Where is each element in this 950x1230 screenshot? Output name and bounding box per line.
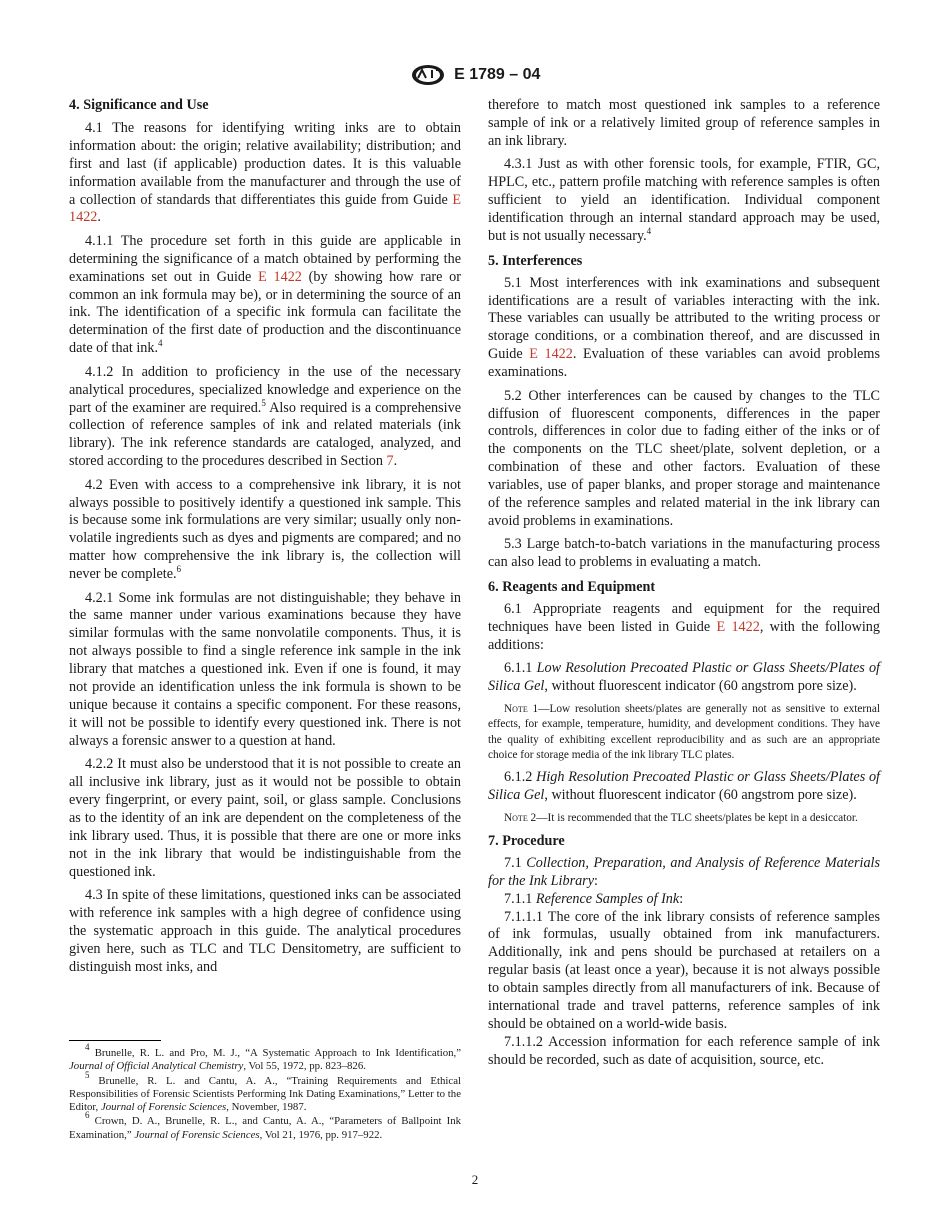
paragraph-4-2-2: 4.2.2 It must also be understood that it is not possible to create an all inclusive ink library, just as it would not be possible to obtain every fingerprint, or every paint, soil, or glass sample. Conclusions as to the identity of an ink are dependent on the completeness of the ink library used. Thus, it is possible that there are one or more inks not in the ink library that would be indistinguishable from the questioned ink. <box>69 756 461 880</box>
section-6-heading: 6. Reagents and Equipment <box>488 579 656 596</box>
page-header <box>0 64 950 86</box>
reference-link-e1422[interactable]: E 1422 <box>529 346 573 363</box>
note-1: Note 1—Low resolution sheets/plates are generally not as sensitive to external effects, for example, temperature, humidity, and development conditions. They have the quality of exhibiting excellent reproducibility and as such are an appropriate choice for storage media of the ink library TLC plates. <box>488 703 880 761</box>
paragraph-7-1-1-2: 7.1.1.2 Accession information for each reference sample of ink should be recorded, such as date of acquisition, source, etc. <box>488 1033 880 1068</box>
paragraph-7-1-1-1: 7.1.1.1 The core of the ink library consists of reference samples of ink formulas, usually obtained from ink manufacturers. Additionally, ink and pens should be purchased at retailers on a regular basis (at least once a year), because it is not always possible to obtain samples directly from all manufacturers of ink. Because of international trade and travel patterns, reference samples of ink should be obtained on a world-wide basis. <box>488 908 880 1032</box>
footnotes <box>69 1040 461 1142</box>
footnote-ref: 6 <box>176 564 182 575</box>
paragraph-6-1-2: 6.1.2 High Resolution Precoated Plastic or Glass Sheets/Plates of Silica Gel, without fluorescent indicator (60 angstrom pore size). <box>488 768 880 803</box>
paragraph-4-2: 4.2 Even with access to a comprehensive ink library, it is not always possible to positively identify a questioned ink sample. This is because some ink formulations are very similar; usually only non-volatile ingredients such as dyes and pigments are compared; and no matter how comprehensive the ink library is, the collection will never be complete.$^6$ <box>69 476 461 583</box>
reference-link-e1422[interactable]: E 1422 <box>258 268 302 285</box>
astm-logo-icon <box>410 64 446 86</box>
paragraph-6-1: 6.1 Appropriate reagents and equipment for the required techniques have been listed in Guide E 1422, with the following additions: <box>488 601 880 653</box>
right-column <box>488 97 880 1070</box>
left-column <box>69 97 461 977</box>
paragraph-7-1: 7.1 Collection, Preparation, and Analysis of Reference Materials for the Ink Library: <box>488 854 881 889</box>
page-number: 2 <box>471 1172 479 1187</box>
paragraph-4-1-1: 4.1.1 The procedure set forth in this guide are applicable in determining the significance of a match obtained by performing the examinations set out in Guide E 1422 (by showing how rare or common an ink formula may be), or in determining the source of an ink. The identification of a specific ink formula can facilitate the determination of the first date of production and the discontinuance date of that ink.$^4$ <box>69 232 462 357</box>
reference-link-section-7[interactable]: 7 <box>386 453 394 470</box>
paragraph-6-1-1: 6.1.1 Low Resolution Precoated Plastic or Glass Sheets/Plates of Silica Gel, without fluorescent indicator (60 angstrom pore size). <box>488 660 881 695</box>
paragraph-4-3-1: 4.3.1 Just as with other forensic tools, for example, FTIR, GC, HPLC, etc., pattern profile matching with reference samples is often sufficient to yield an identification. Individual component identification through an internal standard approach may be used, but is not usually necessary.$^4$ <box>488 156 880 244</box>
paragraph-4-1: 4.1 The reasons for identifying writing inks are to obtain information about: the origin; relative availability; distribution; and first and last (if applicable) production dates. It is this valuable information available from the manufacturer and through the use of a collection of standards that differentiates this guide from Guide E 1422. <box>69 119 461 226</box>
footnote-ref: 4 <box>158 338 163 349</box>
paragraph-5-3: 5.3 Large batch-to-batch variations in the manufacturing process can also lead to problems in evaluating a match. <box>488 536 880 571</box>
paragraph-5-1: 5.1 Most interferences with ink examinations and subsequent identifications are a result of variables interacting with the ink. These variables can usually be attributed to the writing process or storage conditions, or a combination thereof, and are discussed in Guide E 1422. Evaluation of these variables can avoid problems examinations. <box>488 274 880 381</box>
footnote-ref: 4 <box>646 225 652 236</box>
reference-link-e1422[interactable]: E 1422 <box>716 618 760 635</box>
paragraph-4-3-continued: therefore to match most questioned ink samples to a reference sample of ink or a relatively limited group of reference samples in an ink library. <box>488 97 880 149</box>
footnote-ref: 5 <box>261 397 266 408</box>
section-5-heading: 5. Interferences <box>488 252 583 269</box>
reference-link-e1422[interactable]: E 1422 <box>69 191 461 226</box>
note-2: Note 2—It is recommended that the TLC sheets/plates be kept in a desiccator. <box>504 811 858 824</box>
paragraph-4-3: 4.3 In spite of these limitations, questioned inks can be associated with reference ink samples with a high degree of confidence using the systematic approach in this guide. The analytical procedures given here, such as TLC and TLC Densitometry, are sufficient to distinguish most inks, and <box>69 887 461 975</box>
footnote-divider <box>69 1040 161 1041</box>
paragraph-4-2-1: 4.2.1 Some ink formulas are not distinguishable; they behave in the same manner under various examinations because they have similar formulas with the same nonvolatile components. Thus, it is not always possible to find a single reference ink sample in the ink library that matches a questioned ink. Even if one is found, it may not provide an identification unless the ink formula is shown to be unique because it contains a specific component. For these reasons, it will not be possible to identify every questioned ink. There is not always a forensic answer to a question at hand. <box>69 589 461 749</box>
footnote-6: $^6$ Crown, D. A., Brunelle, R. L., and Cantu, A. A., “Parameters of Ballpoint Ink Examination,” Journal of Forensic Sciences, Vol 21, 1976, pp. 917–922. <box>69 1110 461 1141</box>
paragraph-7-1-1: 7.1.1 Reference Samples of Ink: <box>504 890 684 907</box>
footnote-5: $^5$ Brunelle, R. L. and Cantu, A. A., “Training Requirements and Ethical Responsibilities of Forensic Scientists Performing Ink Dating Examinations,” Letter to the Editor, Journal of Forensic Sciences, November, 1987. <box>69 1069 461 1114</box>
section-7-heading: 7. Procedure <box>488 832 565 849</box>
paragraph-5-2: 5.2 Other interferences can be caused by changes to the TLC diffusion of fluorescent components, differences in the paper controls, differences in color due to fading either of the inks or of the components on the TLC sheet/plate, solvent depletion, or a combination of these and other factors. Evaluation of these variables, use of paper blanks, and proper storage and maintenance of the reference samples and related material in the ink library can avoid problems in examinations. <box>488 387 880 529</box>
paragraph-4-1-2: 4.1.2 In addition to proficiency in the use of the necessary analytical procedures, specialized knowledge and experience on the part of the examiner are required.$^5$ Also required is a comprehensive collection of reference samples of ink and related materials (ink library). The ink reference standards are cataloged, analyzed, and stored according to the procedures described in Section 7. <box>69 363 461 470</box>
section-4-heading: 4. Significance and Use <box>69 97 209 113</box>
document-designation: E 1789 – 04 <box>454 66 541 83</box>
footnote-4: $^4$ Brunelle, R. L. and Pro, M. J., “A Systematic Approach to Ink Identification,” Journal of Official Analytical Chemistry, Vol 55, 1972, pp. 823–826. <box>69 1042 461 1073</box>
